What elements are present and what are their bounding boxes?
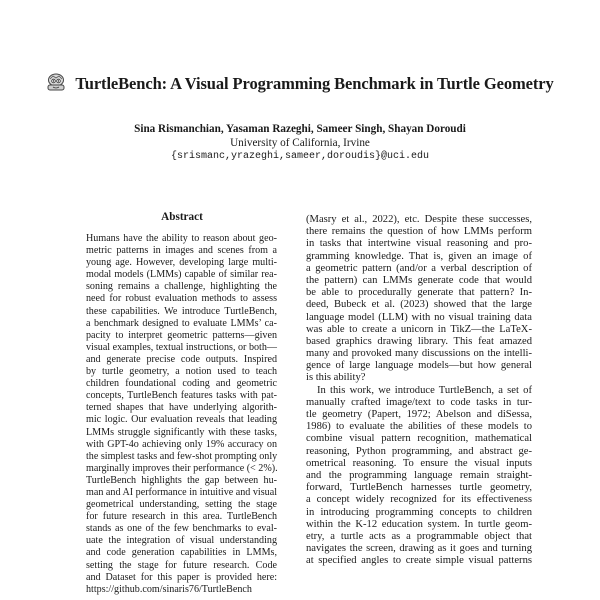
- abstract-line: the simplest tasks and few-shot prompting only: [86, 450, 278, 462]
- abstract-line: soning remains a challenge, highlighting the: [86, 281, 277, 293]
- body-line: (Masry et al., 2022), etc. Despite these successes,: [306, 214, 532, 225]
- abstract-line: metric patterns in images and scenes from a: [86, 245, 277, 257]
- body-line: a geometric pattern (and/or a verbal description of: [306, 262, 532, 274]
- body-line: a concept widely recognized for its effectiveness: [306, 494, 532, 506]
- body-line: based graphics drawing library. This feat amazed: [306, 335, 532, 347]
- abstract-line: and code generation capabilities in LMMs,: [86, 547, 277, 559]
- abstract-line: setting the stage for future research. Code: [86, 559, 277, 571]
- body-line: there remains the question of how LMMs perform: [306, 226, 532, 238]
- body-line: combine visual pattern recognition, mathematical: [306, 433, 532, 445]
- body-line: In this work, we introduce TurtleBench, a set of: [317, 384, 532, 396]
- abstract-line: with GPT-4o achieving only 19% accuracy on: [86, 438, 277, 450]
- abstract-line: Humans have the ability to reason about geo-: [86, 233, 277, 244]
- abstract-line: uate the integration of visual understanding: [86, 535, 277, 547]
- author-list: Sina Rismanchian, Yasaman Razeghi, Sameer Singh, Shayan Doroudi: [134, 123, 466, 135]
- abstract-line: these capabilities. We introduce TurtleBench,: [86, 305, 277, 317]
- abstract-line: TurtleBench highlights the gap between hu-: [86, 474, 277, 486]
- intro-body: [306, 214, 532, 567]
- abstract-line: concepts, TurtleBench features tasks with pat-: [86, 390, 277, 402]
- body-line: in introducing programming concepts to children: [306, 506, 532, 518]
- body-line: forward, TurtleBench harnesses turtle geometry,: [306, 482, 532, 494]
- body-line: gramming knowledge. That is, given an image of: [306, 250, 532, 262]
- body-line: reasoning, Python programming, and abstract ge-: [306, 445, 532, 457]
- body-line: was able to create a unicorn in TikZ—the LaTeX-: [306, 323, 532, 335]
- author-emails: {srismanc,yrazeghi,sameer,doroudis}@uci.edu: [170, 151, 430, 162]
- abstract-line: young age. However, developing large multi-: [86, 257, 277, 269]
- body-line: within the K-12 education system. In turtle geom-: [306, 518, 532, 530]
- body-line: deed, Bubeck et al. (2023) showed that the large: [306, 299, 532, 311]
- body-line: 1986) to evaluate the abilities of these models to: [306, 421, 532, 433]
- body-line: at specified angles to create simple visual patterns: [306, 555, 532, 567]
- paper-title: TurtleBench: A Visual Programming Benchmark in Turtle Geometry: [75, 74, 554, 93]
- abstract-line: mic logic. Our evaluation reveals that leading: [86, 414, 277, 426]
- abstract-line: LMMs struggle significantly with these tasks,: [86, 426, 277, 438]
- body-line: the pattern) can LMMs generate code that would: [306, 274, 532, 286]
- body-line: tle geometry (Papert, 1972; Abelson and diSessa,: [306, 409, 532, 420]
- body-line: be able to procedurally generate that pattern? In-: [306, 287, 532, 299]
- abstract-line: and Dataset for this paper is provided here:: [86, 571, 277, 583]
- body-line: gence of large language models—but how general: [306, 360, 532, 372]
- body-line: language model (LLM) with no visual training data: [306, 311, 532, 323]
- abstract-line: pacity to interpret geometric patterns—given: [86, 329, 277, 341]
- title-row: [0, 72, 600, 94]
- abstract-line: children foundational coding and geometric: [86, 378, 277, 390]
- body-line: etry, a turtle acts as a programmable object that: [306, 530, 532, 542]
- body-line: and the programming language remain straight-: [306, 469, 532, 481]
- body-line: manually crafted image/text to code tasks in tur-: [306, 396, 532, 408]
- abstract-line[interactable]: https://github.com/sinaris76/TurtleBench: [86, 583, 252, 595]
- abstract-line: terned shapes that have underlying algorith-: [86, 402, 277, 414]
- body-line: navigates the screen, drawing as it goes and turning: [306, 543, 532, 555]
- abstract-line: modal models (LMMs) capable of similar rea-: [86, 269, 277, 281]
- abstract-line: a benchmark designed to evaluate LMMs’ ca-: [86, 317, 277, 329]
- abstract-body: [86, 233, 277, 596]
- affiliation: University of California, Irvine: [230, 137, 370, 149]
- abstract-line: by turtle geometry, a notion used to teach: [86, 366, 277, 378]
- body-line: ometrical reasoning. To ensure the visual inputs: [306, 457, 532, 469]
- abstract-line: stands as one of the few benchmarks to eval-: [86, 523, 277, 535]
- abstract-line: man and AI performance in intuitive and visual: [86, 486, 277, 498]
- body-line: in tasks that intertwine visual reasoning and pro-: [306, 238, 532, 250]
- abstract-line: geometrical understanding, setting the stage: [86, 499, 277, 511]
- turtle-icon: [46, 72, 66, 92]
- abstract-line: visual examples, textual instructions, or both—: [86, 341, 277, 353]
- abstract-heading: Abstract: [161, 211, 203, 223]
- abstract-line: and generate precise code outputs. Inspired: [86, 353, 277, 365]
- abstract-line: need for robust evaluation methods to assess: [86, 293, 277, 305]
- body-line: many and provoked many discussions on the intelli-: [306, 348, 532, 360]
- body-line: is this ability?: [306, 372, 366, 384]
- abstract-line: for future research in this area. TurtleBench: [86, 511, 277, 523]
- abstract-line: marginally improves their performance (< 2%).: [86, 462, 278, 474]
